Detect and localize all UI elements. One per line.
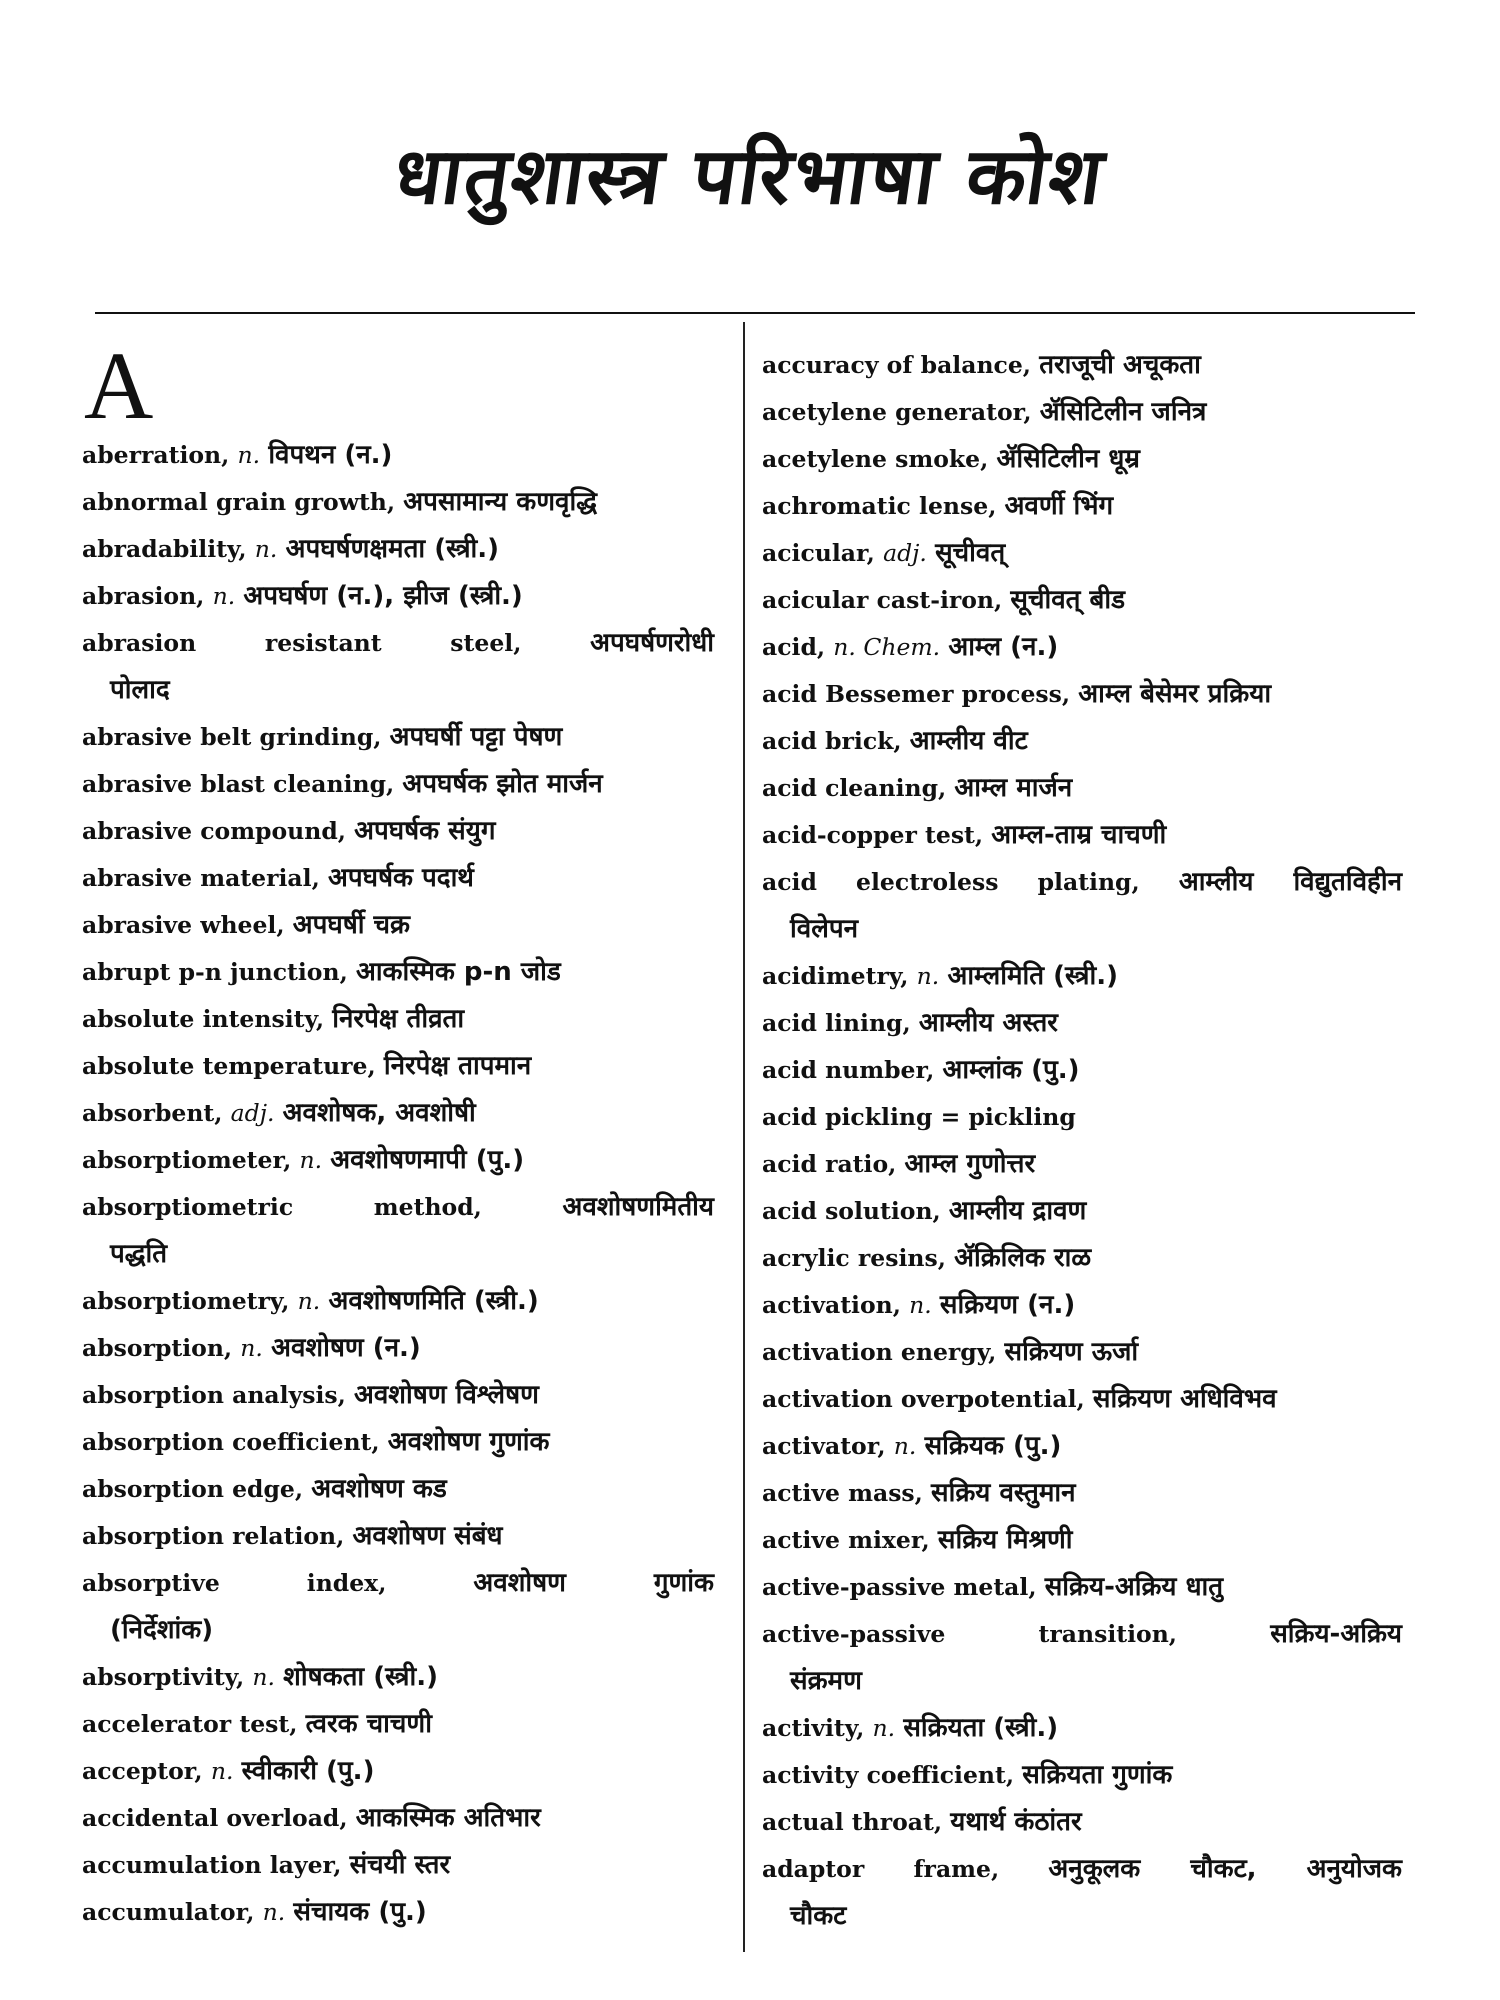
dictionary-entry — [82, 1419, 714, 1466]
entry-marathi-term: स्वीकारी (पु.) — [241, 1756, 375, 1786]
dictionary-entry — [762, 389, 1402, 436]
dictionary-entry — [762, 530, 1402, 577]
entry-part-of-speech: n. — [916, 962, 940, 990]
entry-term: absorption, — [82, 1334, 233, 1362]
entry-part-of-speech: n. Chem. — [833, 633, 941, 661]
entry-term: active-passive metal, — [762, 1573, 1037, 1601]
entry-marathi-term: अवशोषण संबंध — [352, 1521, 503, 1551]
dictionary-entry — [762, 1235, 1402, 1282]
entry-term: activator, — [762, 1432, 886, 1460]
entry-term: acicular cast-iron, — [762, 586, 1003, 614]
dictionary-entry — [762, 342, 1402, 389]
entry-marathi-term: आम्ल गुणोत्तर — [904, 1149, 1036, 1179]
entry-term: accumulator, — [82, 1898, 255, 1926]
column-divider — [743, 322, 745, 1952]
entry-term: abrasive compound, — [82, 817, 346, 845]
entry-part-of-speech: n. — [237, 441, 261, 469]
entry-term: absorptive index, — [82, 1569, 387, 1597]
entry-term: accidental overload, — [82, 1804, 348, 1832]
dictionary-entry — [82, 1325, 714, 1372]
entry-term: adaptor frame, — [762, 1855, 1000, 1883]
entry-marathi-term: अवशोषण विश्लेषण — [353, 1380, 539, 1410]
left-column — [82, 332, 714, 1936]
entry-term: activation energy, — [762, 1338, 997, 1366]
entry-term: absolute intensity, — [82, 1005, 325, 1033]
entry-term: absorptiometric method, — [82, 1193, 482, 1221]
entry-term: acid electroless plating, — [762, 868, 1140, 896]
entry-marathi-term: आम्ल मार्जन — [954, 773, 1073, 803]
entry-term: acid pickling = pickling — [762, 1103, 1076, 1131]
dictionary-entry — [762, 1141, 1402, 1188]
right-column — [762, 342, 1402, 1940]
entry-marathi-term: ॲसिटिलीन धूम्र — [996, 444, 1140, 474]
entry-term: activity coefficient, — [762, 1761, 1015, 1789]
dictionary-entry — [82, 1137, 714, 1184]
entry-marathi-term: निरपेक्ष तीव्रता — [332, 1004, 465, 1034]
entry-marathi-term: अवशोषण कड — [311, 1474, 447, 1504]
dictionary-entry — [82, 1184, 714, 1278]
dictionary-entry — [82, 855, 714, 902]
dictionary-entry — [762, 671, 1402, 718]
entry-marathi-term: आम्लीय वीट — [909, 726, 1028, 756]
dictionary-entry — [82, 1748, 714, 1795]
dictionary-entry — [762, 1376, 1402, 1423]
entry-marathi-term: सूचीवत् बीड — [1010, 585, 1126, 615]
entry-marathi-term: आकस्मिक अतिभार — [355, 1803, 541, 1833]
dictionary-entry — [82, 573, 714, 620]
dictionary-entry — [82, 1043, 714, 1090]
dictionary-entry — [762, 1000, 1402, 1047]
dictionary-entry — [82, 1090, 714, 1137]
dictionary-entry — [762, 765, 1402, 812]
entry-part-of-speech: n. — [240, 1334, 263, 1362]
dictionary-entry — [82, 479, 714, 526]
dictionary-entry — [82, 714, 714, 761]
entry-continuation: पद्धति — [110, 1239, 168, 1269]
dictionary-entry — [82, 808, 714, 855]
entry-term: absorption analysis, — [82, 1381, 346, 1409]
dictionary-entry — [762, 718, 1402, 765]
entry-part-of-speech: n. — [893, 1432, 917, 1460]
entry-marathi-term: अवशोषक, अवशोषी — [282, 1098, 476, 1128]
entry-term: acidimetry, — [762, 962, 909, 990]
dictionary-entry — [82, 996, 714, 1043]
entry-part-of-speech: n. — [909, 1291, 932, 1319]
entry-marathi-term: अवशोषण गुणांक — [387, 1427, 550, 1457]
entry-marathi-term: अपघर्षी पट्टा पेषण — [389, 722, 563, 752]
dictionary-entry — [762, 1094, 1402, 1141]
entry-term: acid cleaning, — [762, 774, 947, 802]
entry-marathi-term: सूचीवत् — [935, 538, 1006, 568]
entry-term: actual throat, — [762, 1808, 943, 1836]
dictionary-entry — [762, 1423, 1402, 1470]
entry-marathi-term: विपथन (न.) — [268, 440, 393, 470]
entry-term: absorption edge, — [82, 1475, 304, 1503]
entry-term: abrasion resistant steel, — [82, 629, 522, 657]
dictionary-entry — [762, 1705, 1402, 1752]
entry-term: acetylene smoke, — [762, 445, 989, 473]
entry-part-of-speech: n. — [210, 1757, 234, 1785]
entry-term: activation overpotential, — [762, 1385, 1085, 1413]
entry-term: abrasive belt grinding, — [82, 723, 382, 751]
entry-part-of-speech: adj. — [883, 539, 927, 567]
dictionary-entry — [82, 526, 714, 573]
entry-part-of-speech: n. — [212, 582, 236, 610]
entry-marathi-term: आम्लीय विद्युतविहीन — [1178, 867, 1402, 897]
dictionary-entry — [82, 1466, 714, 1513]
entry-marathi-term: अपघर्षक पदार्थ — [327, 863, 474, 893]
entry-marathi-term: आम्लीय अस्तर — [918, 1008, 1058, 1038]
entry-marathi-term: तराजूची अचूकता — [1039, 350, 1201, 380]
dictionary-entry — [82, 620, 714, 714]
entry-marathi-term: आम्ल-ताम्र चाचणी — [991, 820, 1167, 850]
entry-term: acid lining, — [762, 1009, 911, 1037]
entry-marathi-term: अवशोषणमापी (पु.) — [330, 1145, 525, 1175]
entry-term: activity, — [762, 1714, 865, 1742]
entry-term: acrylic resins, — [762, 1244, 946, 1272]
entry-marathi-term: अपघर्षणरोधी — [590, 628, 714, 658]
entry-term: acicular, — [762, 539, 875, 567]
entry-term: acid solution, — [762, 1197, 941, 1225]
entry-marathi-term: निरपेक्ष तापमान — [383, 1051, 532, 1081]
dictionary-entry — [762, 953, 1402, 1000]
dictionary-entry — [762, 1611, 1402, 1705]
entry-marathi-term: आम्लमिति (स्त्री.) — [947, 961, 1118, 991]
entry-marathi-term: अपघर्षक संयुग — [354, 816, 496, 846]
entry-term: acid brick, — [762, 727, 902, 755]
entry-marathi-term: सक्रियण (न.) — [939, 1290, 1076, 1320]
dictionary-entry — [82, 1842, 714, 1889]
entry-marathi-term: संचायक (पु.) — [293, 1897, 427, 1927]
entry-term: absolute temperature, — [82, 1052, 376, 1080]
dictionary-entry — [762, 859, 1402, 953]
dictionary-entry — [762, 1329, 1402, 1376]
entry-marathi-term: सक्रियता (स्त्री.) — [903, 1713, 1059, 1743]
dictionary-entry — [762, 1188, 1402, 1235]
entry-marathi-term: अवशोषणमिति (स्त्री.) — [328, 1286, 539, 1316]
dictionary-entry — [762, 577, 1402, 624]
entry-marathi-term: सक्रियण ऊर्जा — [1004, 1337, 1139, 1367]
entry-term: abrasive material, — [82, 864, 320, 892]
entry-term: acid, — [762, 633, 826, 661]
entry-marathi-term: आम्ल बेसेमर प्रक्रिया — [1078, 679, 1272, 709]
entry-part-of-speech: adj. — [230, 1099, 275, 1127]
entry-continuation: चौकट — [790, 1901, 847, 1931]
entry-term: absorption coefficient, — [82, 1428, 380, 1456]
entry-marathi-term: अपसामान्य कणवृद्धि — [403, 487, 598, 517]
entry-term: abrupt p-n junction, — [82, 958, 348, 986]
entry-term: acid number, — [762, 1056, 935, 1084]
entry-term: abnormal grain growth, — [82, 488, 396, 516]
entry-part-of-speech: n. — [297, 1287, 321, 1315]
entry-term: active-passive transition, — [762, 1620, 1177, 1648]
section-letter: A — [84, 332, 154, 439]
dictionary-entry — [82, 1560, 714, 1654]
dictionary-entry — [82, 1795, 714, 1842]
dictionary-entry — [762, 436, 1402, 483]
entry-term: acetylene generator, — [762, 398, 1032, 426]
entry-term: aberration, — [82, 441, 230, 469]
entry-part-of-speech: n. — [262, 1898, 286, 1926]
entry-marathi-term: अपघर्षी चक्र — [292, 910, 411, 940]
entry-marathi-term: शोषकता (स्त्री.) — [283, 1662, 439, 1692]
dictionary-entry — [82, 1701, 714, 1748]
entry-marathi-term: सक्रिय वस्तुमान — [931, 1478, 1076, 1508]
entry-marathi-term: सक्रियक (पु.) — [924, 1431, 1062, 1461]
page-title: धातुशास्त्र परिभाषा कोश — [388, 132, 1111, 222]
entry-marathi-term: त्वरक चाचणी — [305, 1709, 432, 1739]
entry-term: accelerator test, — [82, 1710, 298, 1738]
entry-marathi-term: अनुकूलक चौकट, अनुयोजक — [1048, 1854, 1403, 1884]
entry-marathi-term: अपघर्षण (न.), झीज (स्त्री.) — [243, 581, 523, 611]
entry-marathi-term: ॲसिटिलीन जनित्र — [1039, 397, 1207, 427]
entry-marathi-term: अवशोषण (न.) — [271, 1333, 421, 1363]
entry-marathi-term: अपघर्षक झोत मार्जन — [402, 769, 603, 799]
dictionary-entry — [762, 1564, 1402, 1611]
dictionary-entry — [82, 1889, 714, 1936]
entry-marathi-term: आम्लीय द्रावण — [948, 1196, 1087, 1226]
entry-part-of-speech: n. — [299, 1146, 323, 1174]
entry-term: active mass, — [762, 1479, 923, 1507]
entry-term: absorbent, — [82, 1099, 223, 1127]
dictionary-entry — [762, 1470, 1402, 1517]
entry-marathi-term: अवशोषण गुणांक — [473, 1568, 714, 1598]
entry-term: acceptor, — [82, 1757, 203, 1785]
dictionary-entry — [82, 1372, 714, 1419]
entry-term: absorptiometer, — [82, 1146, 292, 1174]
header-rule — [95, 312, 1415, 314]
entry-term: acid-copper test, — [762, 821, 984, 849]
dictionary-entry — [762, 1047, 1402, 1094]
dictionary-entry — [82, 1654, 714, 1701]
dictionary-entry — [762, 624, 1402, 671]
entry-term: absorption relation, — [82, 1522, 345, 1550]
entry-part-of-speech: n. — [254, 535, 278, 563]
entry-term: accumulation layer, — [82, 1851, 342, 1879]
entry-marathi-term: यथार्थ कंठांतर — [950, 1807, 1082, 1837]
dictionary-entry — [82, 902, 714, 949]
dictionary-entry — [82, 761, 714, 808]
dictionary-entry — [762, 1752, 1402, 1799]
entry-continuation: संक्रमण — [790, 1666, 862, 1696]
dictionary-entry — [762, 1799, 1402, 1846]
dictionary-entry — [762, 483, 1402, 530]
dictionary-entry — [762, 1517, 1402, 1564]
entry-marathi-term: अपघर्षणक्षमता (स्त्री.) — [285, 534, 500, 564]
dictionary-entry — [82, 1513, 714, 1560]
entry-term: accuracy of balance, — [762, 351, 1031, 379]
dictionary-entry — [82, 432, 714, 479]
entry-marathi-term: आम्लांक (पु.) — [942, 1055, 1080, 1085]
entry-marathi-term: आकस्मिक p-n जोड — [355, 957, 561, 987]
entry-term: abradability, — [82, 535, 247, 563]
entry-continuation: (निर्देशांक) — [110, 1615, 214, 1645]
entry-continuation: विलेपन — [790, 914, 859, 944]
entry-marathi-term: सक्रियण अधिविभव — [1092, 1384, 1277, 1414]
entry-term: achromatic lense, — [762, 492, 997, 520]
entry-continuation: पोलाद — [110, 675, 170, 705]
entry-part-of-speech: n. — [252, 1663, 275, 1691]
entry-marathi-term: सक्रियता गुणांक — [1022, 1760, 1173, 1790]
entry-marathi-term: सक्रिय-अक्रिय — [1270, 1619, 1402, 1649]
entry-marathi-term: सक्रिय मिश्रणी — [937, 1525, 1073, 1555]
entry-term: absorptiometry, — [82, 1287, 290, 1315]
entry-term: acid ratio, — [762, 1150, 897, 1178]
entry-marathi-term: संचयी स्तर — [349, 1850, 451, 1880]
dictionary-entry — [762, 1282, 1402, 1329]
entry-term: acid Bessemer process, — [762, 680, 1071, 708]
entry-term: activation, — [762, 1291, 901, 1319]
entry-marathi-term: ॲक्रिलिक राळ — [954, 1243, 1092, 1273]
entry-marathi-term: अवशोषणमितीय — [562, 1192, 714, 1222]
entry-term: absorptivity, — [82, 1663, 245, 1691]
entry-term: abrasive blast cleaning, — [82, 770, 395, 798]
entry-part-of-speech: n. — [872, 1714, 896, 1742]
entry-term: active mixer, — [762, 1526, 930, 1554]
dictionary-entry — [762, 812, 1402, 859]
entry-term: abrasive wheel, — [82, 911, 285, 939]
entry-marathi-term: अवर्णी भिंग — [1004, 491, 1114, 521]
dictionary-entry — [82, 949, 714, 996]
dictionary-entry — [762, 1846, 1402, 1940]
entry-term: abrasion, — [82, 582, 205, 610]
entry-marathi-term: सक्रिय-अक्रिय धातु — [1044, 1572, 1224, 1602]
dictionary-entry — [82, 1278, 714, 1325]
entry-marathi-term: आम्ल (न.) — [948, 632, 1059, 662]
